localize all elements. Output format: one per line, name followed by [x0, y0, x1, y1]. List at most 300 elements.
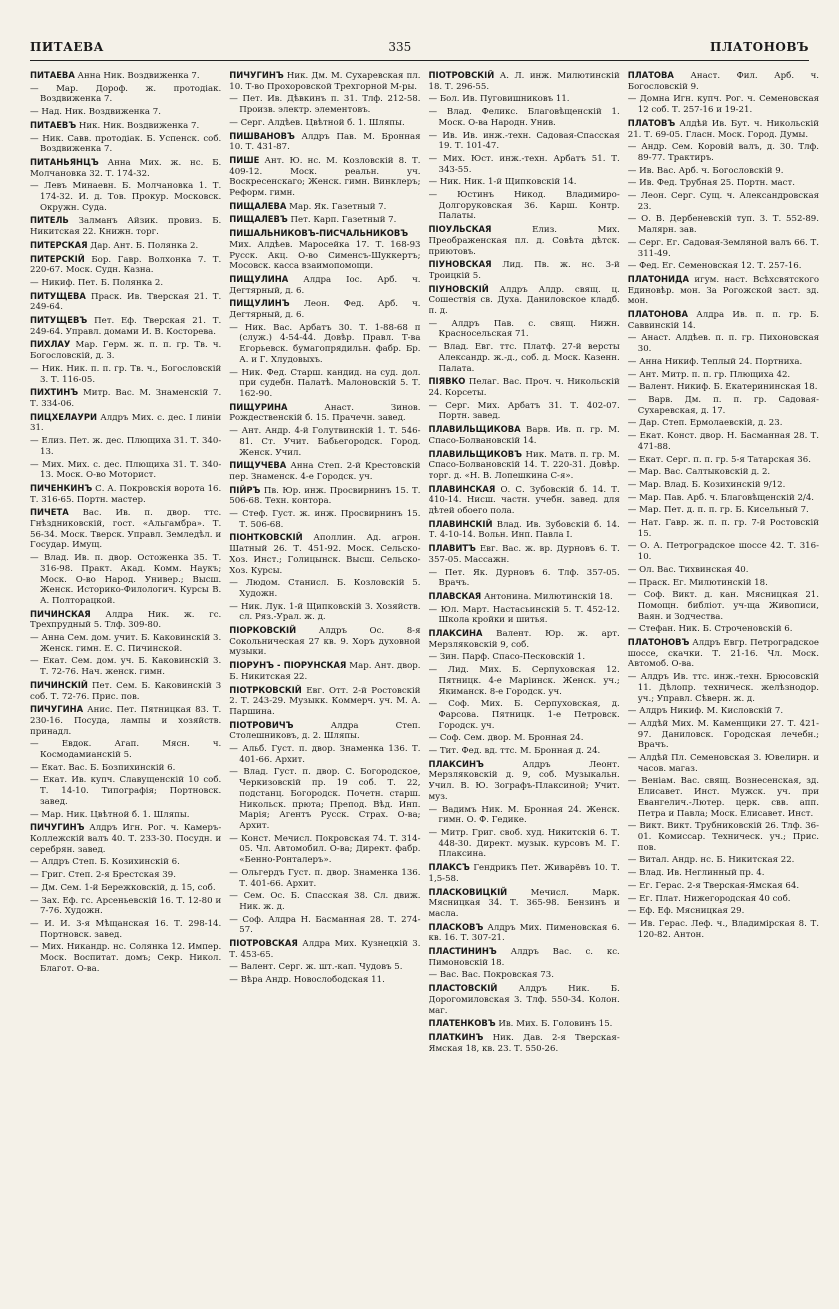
- entry-text: Альб. Густ. п. двор. Знаменка 136. Т. 401-66. Архит.: [239, 744, 421, 765]
- entry-text: Серг. Ег. Садовая-Земляной валъ 66. Т. 311-49.: [637, 237, 819, 259]
- entry-text: Алдра Ив. п. п. гр. Б. Саввинскій 14.: [627, 310, 819, 331]
- entry-text: Ант. Ю. нс. М. Козловскій 8. Т. 409-12. Моск. реальн. уч. Воскресенскаго; Женск. гимн. Винклеръ; Реформ. гимн.: [229, 155, 421, 199]
- entry-text: Домна Игн. купч. Рог. ч. Семеновская 12 соб. Т. 257-16 и 19-21.: [637, 94, 819, 116]
- directory-entry: [429, 424, 620, 446]
- entry-surname: ПЛАТОНОВА: [627, 309, 689, 320]
- entry-text: Соф. Мих. Б. Серпуховская, д. Фарсова. Пятницк. 1-е Петровск. Городск. уч.: [438, 699, 620, 731]
- entry-text: Елиз. Мих. Преображенская пл. д. Совѣта дѣтск. приютовъ.: [428, 225, 620, 257]
- directory-entry: [30, 84, 221, 105]
- entry-text: Веніам. Вас. свящ. Вознесенская, зд. Елисавет. Инст. Мужск. уч. при Евангелич.-Лютер. церк. свв. апп. Петра и Павла; Моск. Елисавет. Инст.: [637, 776, 819, 819]
- entry-text: Лид. Мих. Б. Серпуховская 12. Пятницк. 4-е Маріинск. Женск. уч.; Якиманск. 8-е Городск. уч.: [438, 665, 620, 697]
- entry-text: Екат. Серг. п. п. гр. 5-я Татарская 36.: [639, 454, 811, 465]
- entry-surname: ПЛАСТОВСКІЙ: [428, 983, 498, 994]
- directory-entry: [628, 395, 819, 416]
- directory-entry: [30, 291, 221, 313]
- entry-surname: ПЛАВИНСКІЙ: [428, 518, 493, 529]
- entry-text: Мар. Вас. Салтыковскій д. 2.: [639, 467, 771, 478]
- entry-text: Мих. Алдѣев. Маросейка 17. Т. 168-93 Русск. Акц. О-во Сименсъ-Шуккертъ; Мосовск. касса взаимопомощи.: [229, 239, 421, 272]
- directory-entry: [30, 240, 221, 252]
- directory-entry: [229, 532, 420, 576]
- entry-surname: ПЛАВИТЪ: [428, 543, 476, 554]
- directory-entry: [429, 733, 620, 744]
- directory-entry: [628, 541, 819, 562]
- entry-text: Евг. Отт. 2-й Ростовскій 2. Т. 243-29. Музыкк. Коммерч. уч. М. А. Паршина.: [229, 685, 421, 717]
- entry-surname: ПИЧЕТА: [30, 507, 69, 518]
- directory-entry: [429, 484, 620, 517]
- entry-text: Алдра Ник. ж. гс. Трехпрудный 5. Тлф. 309-80.: [30, 609, 222, 631]
- entry-text: Дар. Ант. Б. Полянка 2.: [90, 240, 199, 251]
- entry-surname: ПИТАЕВА: [30, 70, 75, 80]
- entry-text: Мар. Ник. Цвѣтной б. 1. Шляпы.: [41, 809, 190, 820]
- directory-entry: [30, 181, 221, 213]
- entry-text: Зах. Еф. гс. Арсеньевскій 16. Т. 12-80 и 7-76. Художн.: [40, 895, 222, 917]
- entry-text: А. Л. инж. Милютинскій 18. Т. 296-55.: [428, 71, 620, 92]
- entry-text: Влад. Евг. ттс. Платф. 27-й версты Александр. ж.-д., соб. д. Моск. Казенн. Палата.: [438, 342, 620, 374]
- directory-entry: [628, 274, 819, 307]
- entry-text: Алдръ Евгр. Петроградское шоссе, скачки. Т. 21-16. Чл. Моск. Автомоб. О-ва.: [627, 638, 819, 670]
- entry-text: Пв. Юр. инж. Просвирнинъ 15. Т. 506-68. Техн. контора.: [229, 485, 421, 507]
- directory-entry: [628, 480, 819, 491]
- directory-entry: [429, 665, 620, 697]
- directory-entry: [30, 215, 221, 237]
- entry-text: Ник. Дав. 2-я Тверская-Ямская 18, кв. 23. Т. 550-26.: [428, 1032, 620, 1054]
- entry-text: Фед. Ег. Семеновская 12. Т. 257-16.: [639, 261, 802, 272]
- directory-entry: [30, 483, 221, 505]
- directory-entry: [229, 891, 420, 912]
- entry-surname: ПЛАКСИНЪ: [428, 758, 484, 769]
- entry-text: Анис. Пет. Пятницкая 83. Т. 230-16. Посуда, лампы и хозяйств. принадл.: [30, 705, 222, 737]
- entry-text: Пет. Сем. Б. Каковинскій 3 соб. Т. 72-76. Прис. пов.: [30, 680, 222, 702]
- entry-text: Влад. Густ. п. двор. С. Богородское, Черкизовскій пр. 19 соб. Т. 22, подстанц. Богородск. Почетн. старш. Никольск. прюта; Препод. Вѣд. Инп. Марія; Агентъ Русск. Страх. О-ва; Архит.: [239, 767, 421, 831]
- entry-text: Сем. Ос. Б. Спасская 38. Сл. движ. Ник. ж. д.: [239, 891, 421, 912]
- entry-text: Алдръ Ос. 8-я Сокольническая 27 кв. 9. Хоръ духовной музыки.: [229, 626, 421, 658]
- directory-entry: [628, 855, 819, 866]
- entry-text: Влад. Ив. п. двор. Остоженка 35. Т. 316-98. Практ. Акад. Комм. Наукъ; Моск. О-во Народ. Универ.; Высш. Женск. Историко-Филологич. Курсы В. А. Полторацкой.: [40, 553, 222, 606]
- directory-entry: [229, 720, 420, 742]
- directory-entry: [30, 870, 221, 881]
- directory-entry: [429, 887, 620, 920]
- entry-surname: ПИТЕРСКАЯ: [30, 239, 88, 250]
- entry-text: Екат. Ив. купч. Славущенскій 10 соб. Т. 14-10. Типографія; Портновск. завед.: [40, 775, 222, 807]
- directory-entry: [628, 719, 819, 751]
- directory-entry: [628, 590, 819, 622]
- directory-entry: [229, 70, 420, 92]
- column-4: [628, 70, 819, 1299]
- entry-text: Ник. Дм. М. Сухаревская пл. 10. Т-во Прохоровской Трехгорной М-ры.: [229, 71, 421, 92]
- running-head-right: ПЛАТОНОВЪ: [709, 40, 809, 54]
- entry-text: Залманъ Айзик. провиз. Б. Никитская 22. Книжн. торг.: [30, 216, 222, 238]
- entry-text: Анна Степ. 2-й Крестовскій пер. Знаменск. 4-е Городск. уч.: [229, 461, 421, 482]
- directory-entry: [229, 368, 420, 400]
- directory-entry: [628, 565, 819, 576]
- entry-text: Алдръ Ник. Б. Дорогомиловская 3. Тлф. 550-34. Колон. маг.: [428, 984, 620, 1016]
- directory-entry: [30, 704, 221, 737]
- directory-entry: [628, 624, 819, 635]
- entry-surname: ПІУНОВСКАЯ: [428, 259, 492, 270]
- entry-text: Леон. Серг. Сущ. ч. Александровская 23.: [637, 191, 819, 212]
- entry-text: Ив. Ив. инж.-техн. Садовая-Спасская 19. Т. 101-47.: [438, 130, 620, 152]
- entry-text: Ольгердъ Густ. п. двор. Знаменка 136. Т. 401-66. Архит.: [239, 867, 421, 889]
- directory-entry: [30, 107, 221, 118]
- entry-text: Мар. Пет. д. п. п. гр. Б. Кисельный 7.: [639, 505, 809, 516]
- directory-entry: [30, 387, 221, 409]
- entry-surname: ПИЧУГИНЪ: [30, 822, 85, 833]
- entry-text: Елиз. Пет. ж. дес. Плющиха 31. Т. 340-13.: [40, 436, 222, 457]
- entry-text: Мар. Влад. Б. Козихинскій 9/12.: [639, 479, 786, 490]
- directory-entry: [30, 822, 221, 855]
- directory-entry: [229, 578, 420, 599]
- directory-entry: [30, 364, 221, 385]
- page-number: 335: [388, 40, 412, 54]
- directory-entry: [628, 166, 819, 177]
- directory-entry: [628, 821, 819, 853]
- entry-surname: ПЛАКСЪ: [428, 862, 470, 873]
- directory-entry: [628, 118, 819, 140]
- entry-text: Людом. Станисл. Б. Козловскій 5. Художн.: [239, 578, 421, 599]
- directory-entry: [429, 543, 620, 565]
- directory-entry: [30, 507, 221, 551]
- directory-entry: [229, 274, 420, 296]
- directory-entry: [229, 426, 420, 458]
- entry-surname: ПИТУЩЕВЪ: [30, 315, 88, 326]
- directory-entry: [229, 155, 420, 199]
- entry-text: Зин. Парф. Спасо-Песковскій 1.: [439, 652, 586, 663]
- entry-text: Вѣра Андр. Новослободская 11.: [240, 975, 385, 986]
- directory-entry: [628, 418, 819, 429]
- entry-text: Пелаг. Вас. Проч. ч. Никольскій 24. Корсеты.: [428, 377, 620, 398]
- entry-surname: ПИШАЛЬНИКОВЪ-ПИСЧАЛЬНИКОВЪ: [229, 228, 409, 239]
- directory-entry: [628, 431, 819, 452]
- directory-entry: [429, 1018, 620, 1030]
- entry-text: Митр. Григ. своб. худ. Никитскій 6. Т. 448-30. Директ. музык. курсовъ М. Г. Плаксина.: [438, 828, 620, 860]
- entry-text: Ник. Фед. Старш. кандид. на суд. дол. при судебн. Палатѣ. Малоновскій 5. Т. 162-90.: [239, 367, 421, 399]
- directory-entry: [229, 625, 420, 658]
- entry-text: Митр. Вас. М. Знаменскій 7. Т. 334-06.: [30, 388, 222, 409]
- directory-entry: [30, 609, 221, 631]
- directory-entry: [429, 131, 620, 152]
- entry-surname: ПИШВАНОВЪ: [229, 130, 295, 141]
- entry-text: Юстинъ Никод. Владимиро-Долгоруковская 36. Карш. Контр. Палаты.: [438, 190, 620, 222]
- entry-text: Ник. Ник. п. п. гр. Тв. ч., Богословскій 3. Т. 116-05.: [40, 363, 222, 385]
- entry-text: Анаст. Алдѣев. п. п. гр. Пихоновская 30.: [637, 333, 819, 355]
- entry-text: Валент. Юр. ж. арт. Мерзляковскій 9, соб.: [428, 629, 620, 650]
- directory-entry: [429, 319, 620, 340]
- directory-entry: [30, 857, 221, 868]
- directory-entry: [30, 656, 221, 677]
- entry-surname: ПЛАТЕНКОВЪ: [428, 1018, 496, 1029]
- entry-text: Анаст. Зинов. Рождественскій б. 15. Прачечн. завед.: [229, 402, 421, 424]
- entry-surname: ПЛАКСИНА: [428, 628, 483, 639]
- entry-surname: ПЛАСТИНИНЪ: [428, 946, 497, 957]
- running-head-left: ПИТАЕВА: [30, 40, 104, 54]
- entry-text: Алдръ Мих. Пименовская 6. кв. 16. Т. 307-21.: [428, 922, 620, 944]
- entry-surname: ПІОУЛЬСКАЯ: [428, 224, 492, 235]
- entry-text: Соф. Сем. двор. М. Бронная 24.: [439, 733, 584, 744]
- directory-entry: [229, 868, 420, 889]
- directory-entry: [628, 672, 819, 704]
- entry-surname: ПИЩУРИНА: [229, 401, 288, 412]
- directory-entry: [30, 553, 221, 607]
- entry-text: Мар. Дороф. ж. протодіак. Воздвиженка 7.: [40, 83, 222, 105]
- directory-entry: [628, 333, 819, 354]
- directory-entry: [229, 94, 420, 115]
- directory-entry: [30, 70, 221, 82]
- entry-text: Витал. Андр. нс. Б. Никитская 22.: [639, 855, 795, 866]
- directory-entry: [30, 739, 221, 760]
- entry-text: Варв. Дм. п. п. гр. Садовая-Сухаревская, д. 17.: [637, 394, 819, 416]
- entry-surname: ПІОНТКОВСКІЙ: [229, 532, 303, 543]
- entry-surname: ПИЧУГИНЪ: [229, 70, 284, 80]
- entry-text: Алдѣй Ив. Бут. ч. Никольскій 21. Т. 69-05. Гласн. Моск. Город. Думы.: [627, 118, 819, 140]
- directory-entry: [628, 753, 819, 774]
- directory-entry: [429, 284, 620, 317]
- entry-text: Левъ Минаевн. Б. Молчановка 1. Т. 174-32. И. д. Тов. Прокур. Московск. Окружн. Суда.: [40, 181, 222, 213]
- entry-text: Евдок. Агап. Мясн. ч. Космодамианскій 5.: [40, 739, 222, 761]
- directory-entry: [30, 775, 221, 807]
- directory-entry: [429, 759, 620, 803]
- directory-entry: [628, 70, 819, 92]
- entry-text: Валент. Серг. ж. шт.-кап. Чудовъ 5.: [240, 962, 403, 973]
- entry-surname: ПИТЕРСКІЙ: [30, 253, 85, 264]
- entry-text: Стеф. Густ. ж. инж. Просвирнинъ 15. Т. 506-68.: [239, 509, 421, 530]
- entry-text: Аполлин. Ад. агрон. Шатный 26. Т. 451-92. Моск. Сельско-Хоз. Инст.; Голицынск. Высш. Сельско-Хоз. Курсы.: [229, 533, 421, 576]
- entry-surname: ПИЩАЛЕВЪ: [229, 214, 288, 225]
- directory-entry: [30, 339, 221, 361]
- entry-text: Ег. Герас. 2-я Тверская-Ямская 64.: [639, 880, 800, 891]
- directory-entry: [429, 401, 620, 422]
- directory-entry: [30, 633, 221, 654]
- entry-text: Ник. Вас. Арбатъ 30. Т. 1-88-68 п (служ.) 4-54-44. Довѣр. Правл. Т-ва Егорьевск. бумагопрядильн. фабр. Бр. А. и Г. Хлудовыхъ.: [239, 322, 421, 365]
- entry-surname: ПИЩУЛИНА: [229, 273, 289, 284]
- directory-entry: [229, 915, 420, 936]
- entry-surname: ПИТАНЬЯНЦЪ: [30, 156, 99, 167]
- directory-entry: [628, 214, 819, 235]
- directory-entry: [429, 568, 620, 589]
- column-1: [30, 70, 221, 1299]
- directory-entry: [429, 983, 620, 1016]
- directory-entry: [229, 938, 420, 960]
- directory-entry: [30, 315, 221, 337]
- directory-entry: [628, 357, 819, 368]
- directory-entry: [30, 157, 221, 179]
- entry-text: С. А. Покровскія ворота 16. Т. 316-65. Портн. мастер.: [30, 483, 222, 505]
- directory-entry: [429, 591, 620, 603]
- entry-surname: ПЛАТОНОВЪ: [627, 637, 690, 648]
- entry-text: Ник. Ник. 1-й Щипковскій 14.: [439, 177, 577, 188]
- entry-surname: ПИЧИНСКІЙ: [30, 679, 88, 690]
- directory-entry: [30, 680, 221, 702]
- entry-text: Влад. Феликс. Благовѣщенскій 1. Моск. О-ва Народн. Унив.: [438, 107, 620, 128]
- entry-surname: ПИХТИНЪ: [30, 387, 79, 398]
- directory-entry: [628, 919, 819, 940]
- entry-text: Дар. Степ. Ермолаевскій, д. 23.: [639, 418, 783, 429]
- entry-surname: ПЛАСКОВИЦКІЙ: [428, 886, 508, 897]
- directory-entry: [628, 578, 819, 589]
- entry-text: Алдѣй Мих. М. Каменщики 27. Т. 421-97. Даниловск. Городская лечебн.; Врачъ.: [637, 718, 819, 751]
- entry-surname: ПИТАЕВЪ: [30, 119, 77, 130]
- entry-text: Тит. Фед. вд. ттс. М. Бронная д. 24.: [439, 746, 601, 757]
- directory-entry: [30, 254, 221, 276]
- entry-surname: ПИШЕ: [229, 154, 260, 165]
- directory-entry: [628, 238, 819, 259]
- directory-entry: [429, 805, 620, 826]
- entry-text: Евг. Вас. ж. вр. Дурновъ 6. Т. 357-05. Массажн.: [428, 544, 620, 565]
- entry-text: Андр. Сем. Коровій валъ, д. 30. Тлф. 89-77. Трактиръ.: [637, 142, 819, 163]
- directory-entry: [429, 628, 620, 650]
- column-3: [429, 70, 620, 1299]
- entry-text: Анна Сем. дом. учит. Б. Каковинскій 3. Женск. гимн. Е. С. Пичинской.: [40, 633, 222, 654]
- directory-entry: [229, 201, 420, 213]
- entry-text: Викт. Викт. Трубниковскій 26. Тлф. 36-01. Комиссар. Техническ. уч.; Прис. пов.: [637, 821, 819, 853]
- entry-text: Мар. Як. Газетный 7.: [289, 201, 387, 212]
- entry-text: Нат. Гавр. ж. п. п. гр. 7-й Ростовскій 15.: [637, 518, 819, 539]
- entry-surname: ПИЧЕНКИНЪ: [30, 482, 93, 493]
- entry-text: Ег. Плат. Нижегородская 40 соб.: [639, 893, 791, 904]
- entry-text: Мих. Никандр. нс. Солянка 12. Импер. Моск. Воспитат. домъ; Секр. Никол. Благот. О-ва.: [40, 942, 222, 974]
- directory-entry: [628, 706, 819, 717]
- entry-text: О. А. Петроградское шоссе 42. Т. 316-10.: [637, 541, 819, 563]
- directory-entry: [628, 261, 819, 272]
- entry-text: Серг. Мих. Арбатъ 31. Т. 402-07. Портн. завед.: [438, 400, 620, 422]
- entry-surname: ПЛАВИНСКАЯ: [428, 483, 496, 494]
- directory-entry: [429, 699, 620, 731]
- page-header: [30, 30, 809, 61]
- entry-text: Алдръ Степ. Б. Козихинскій 6.: [41, 857, 180, 868]
- directory-entry: [30, 460, 221, 481]
- directory-entry: [628, 868, 819, 879]
- directory-entry: [229, 962, 420, 973]
- directory-entry: [429, 342, 620, 374]
- directory-entry: [229, 509, 420, 530]
- entry-text: Ив. Вас. Арб. ч. Богословскій 9.: [639, 165, 784, 176]
- directory-entry: [628, 309, 819, 331]
- directory-entry: [229, 228, 420, 272]
- entry-surname: ПИТЕЛЬ: [30, 215, 69, 226]
- directory-entry: [30, 942, 221, 974]
- directory-entry: [30, 278, 221, 289]
- directory-entry: [628, 382, 819, 393]
- directory-entry: [229, 460, 420, 482]
- directory-entry: [429, 922, 620, 944]
- entry-text: Конст. Мечисл. Покровская 74. Т. 314-05. Чл. Автомобил. О-ва; Директ. фабр. «Бенно-Ронталеръ».: [239, 833, 421, 866]
- directory-entry: [229, 767, 420, 831]
- entry-surname: ПИЩАЛЕВА: [229, 200, 287, 211]
- entry-text: Анна Никиф. Теплый 24. Портниха.: [639, 356, 803, 367]
- entry-text: Гендрикъ Пет. Живарёвъ 10. Т. 1,5-58.: [428, 863, 620, 884]
- directory-entry: [429, 970, 620, 981]
- entry-text: Никиф. Пет. Б. Полянка 2.: [41, 277, 164, 288]
- entry-text: Ол. Вас. Тихвинская 40.: [639, 564, 749, 575]
- entry-text: Пет. Еф. Тверская 21. Т. 249-64. Управл. домами И. В. Косторева.: [30, 316, 222, 337]
- directory-entry: [229, 660, 420, 682]
- directory-entry: [429, 862, 620, 884]
- entry-surname: ПЛАВИЛЬЩИКОВА: [428, 424, 521, 435]
- entry-text: Дм. Сем. 1-й Бережковскій, д. 15, соб.: [41, 882, 216, 893]
- entry-surname: ПИЩУЧЕВА: [229, 460, 287, 471]
- directory-entry: [429, 605, 620, 626]
- directory-entry: [229, 975, 420, 986]
- entry-surname: ПІОТРОВСКАЯ: [229, 938, 298, 949]
- entry-surname: ПІОРУНЪ - ПІОРУНСКАЯ: [229, 660, 347, 671]
- entry-surname: ПИЩУЛИНЪ: [229, 298, 290, 309]
- entry-text: Алдръ Пав. с. свящ. Нижн. Красносельская 71.: [438, 318, 620, 340]
- entry-text: Алдра Іос. Арб. ч. Дегтярный, д. 6.: [229, 274, 421, 296]
- entry-text: Серг. Алдѣев. Цвѣтной б. 1. Шляпы.: [240, 117, 405, 128]
- directory-entry: [229, 402, 420, 424]
- directory-entry: [628, 142, 819, 163]
- directory-entry: [429, 154, 620, 175]
- directory-entry: [429, 94, 620, 105]
- directory-entry: [229, 485, 420, 507]
- entry-text: Валент. Никиф. Б. Екатерининская 18.: [639, 382, 818, 393]
- entry-surname: ПІОРКОВСКІЙ: [229, 625, 297, 636]
- directory-entry: [628, 178, 819, 189]
- entry-text: Юл. Март. Настасьинскій 5. Т. 452-12. Школа кройки и шитья.: [438, 604, 620, 626]
- entry-text: Алдръ Леонт. Мерзляковскій д. 9, соб. Музыкальн. Учил. В. Ю. Зографъ-Плаксиной; Учит. муз.: [428, 759, 620, 802]
- entry-text: Праск. Ив. Тверская 21. Т. 249-64.: [30, 291, 222, 313]
- entry-text: игум. наст. Всѣхсвятского Единовѣр. мон. За Рогожской заст. зд. мон.: [627, 274, 819, 307]
- entry-surname: ПЛАВСКАЯ: [428, 590, 482, 601]
- entry-text: Мар. Ант. двор. Б. Никитская 22.: [229, 661, 421, 682]
- directory-entry: [30, 120, 221, 132]
- entry-surname: ПЛАСКОВЪ: [428, 921, 484, 932]
- entry-text: Над. Ник. Воздвиженка 7.: [41, 107, 161, 118]
- entry-text: Стефан. Ник. Б. Строченовскій 6.: [639, 624, 793, 635]
- entry-text: О. В. Дербеневскій туп. 3. Т. 552-89. Малярн. зав.: [637, 214, 819, 236]
- directory-entry: [229, 298, 420, 320]
- entry-text: Ант. Митр. п. п. гр. Плющиха 42.: [639, 369, 791, 380]
- entry-surname: ПІЯВКО: [428, 376, 466, 387]
- entry-surname: ПИЧУГИНА: [30, 704, 84, 715]
- entry-text: Бол. Ив. Пуговишниковъ 11.: [439, 94, 570, 105]
- entry-surname: ПЛАТОВЪ: [627, 117, 676, 128]
- entry-text: Алдръ Алдр. свящ. ц. Сошествія св. Духа. Даниловское кладб. п. д.: [428, 284, 620, 317]
- entry-text: Пет. Як. Дурновъ 6. Тлф. 357-05. Врачъ.: [438, 567, 620, 589]
- directory-entry: [429, 519, 620, 541]
- directory-entry: [229, 131, 420, 153]
- entry-text: Анаст. Фил. Арб. ч. Богословскій 9.: [627, 71, 819, 92]
- entry-text: Алдръ Игн. Рог. ч. Камеръ-Коллежскій валъ 40. Т. 233-30. Посудн. и серебрян. завед.: [30, 823, 222, 855]
- directory-entry: [429, 70, 620, 92]
- entry-text: Варв. Ив. п. гр. М. Спасо-Болвановскій 14.: [428, 425, 620, 446]
- entry-text: Ник. Ник. Воздвиженка 7.: [78, 120, 200, 131]
- directory-entry: [429, 652, 620, 663]
- directory-entry: [30, 436, 221, 457]
- columns-container: [30, 70, 819, 1299]
- entry-text: Лид. Пв. ж. нс. 3-й Троицкій 5.: [428, 260, 620, 281]
- directory-entry: [628, 906, 819, 917]
- directory-entry: [429, 828, 620, 860]
- entry-text: Екат. Сем. дом. уч. Б. Каковинскій 3. Т. 72-76. Нач. женск. гимн.: [40, 656, 222, 678]
- entry-text: Мар. Пав. Арб. ч. Благовѣщенскій 2/4.: [639, 492, 815, 503]
- entry-text: Алдръ Пав. М. Бронная 10. Т. 431-87.: [229, 131, 421, 153]
- entry-text: Екат. Вас. Б. Бозпихинскій 6.: [41, 762, 176, 773]
- directory-entry: [429, 224, 620, 257]
- entry-surname: ПИХЛАУ: [30, 339, 71, 350]
- entry-text: Анна Ник. Воздвиженка 7.: [77, 71, 200, 81]
- entry-text: Екат. Конст. двор. Н. Басманная 28. Т. 471-88.: [637, 431, 819, 452]
- directory-entry: [229, 118, 420, 129]
- entry-text: Ив. Фед. Трубная 25. Портн. маст.: [639, 178, 795, 189]
- entry-surname: ПЛАТКИНЪ: [428, 1031, 484, 1042]
- entry-text: Соф. Алдра Н. Басманная 28. Т. 274-57.: [239, 914, 421, 936]
- entry-text: Вадимъ Ник. М. Бронная 24. Женск. гимн. О. Ф. Гедике.: [438, 804, 620, 826]
- entry-text: О. С. Зубовскій б. 14. Т. 410-14. Нисш. частн. учебн. завед. для дѣтей обоего пола.: [428, 484, 620, 517]
- entry-surname: ПІОТРКОВСКІЙ: [229, 684, 302, 695]
- directory-entry: [30, 810, 221, 821]
- directory-entry: [229, 744, 420, 765]
- directory-entry: [30, 919, 221, 940]
